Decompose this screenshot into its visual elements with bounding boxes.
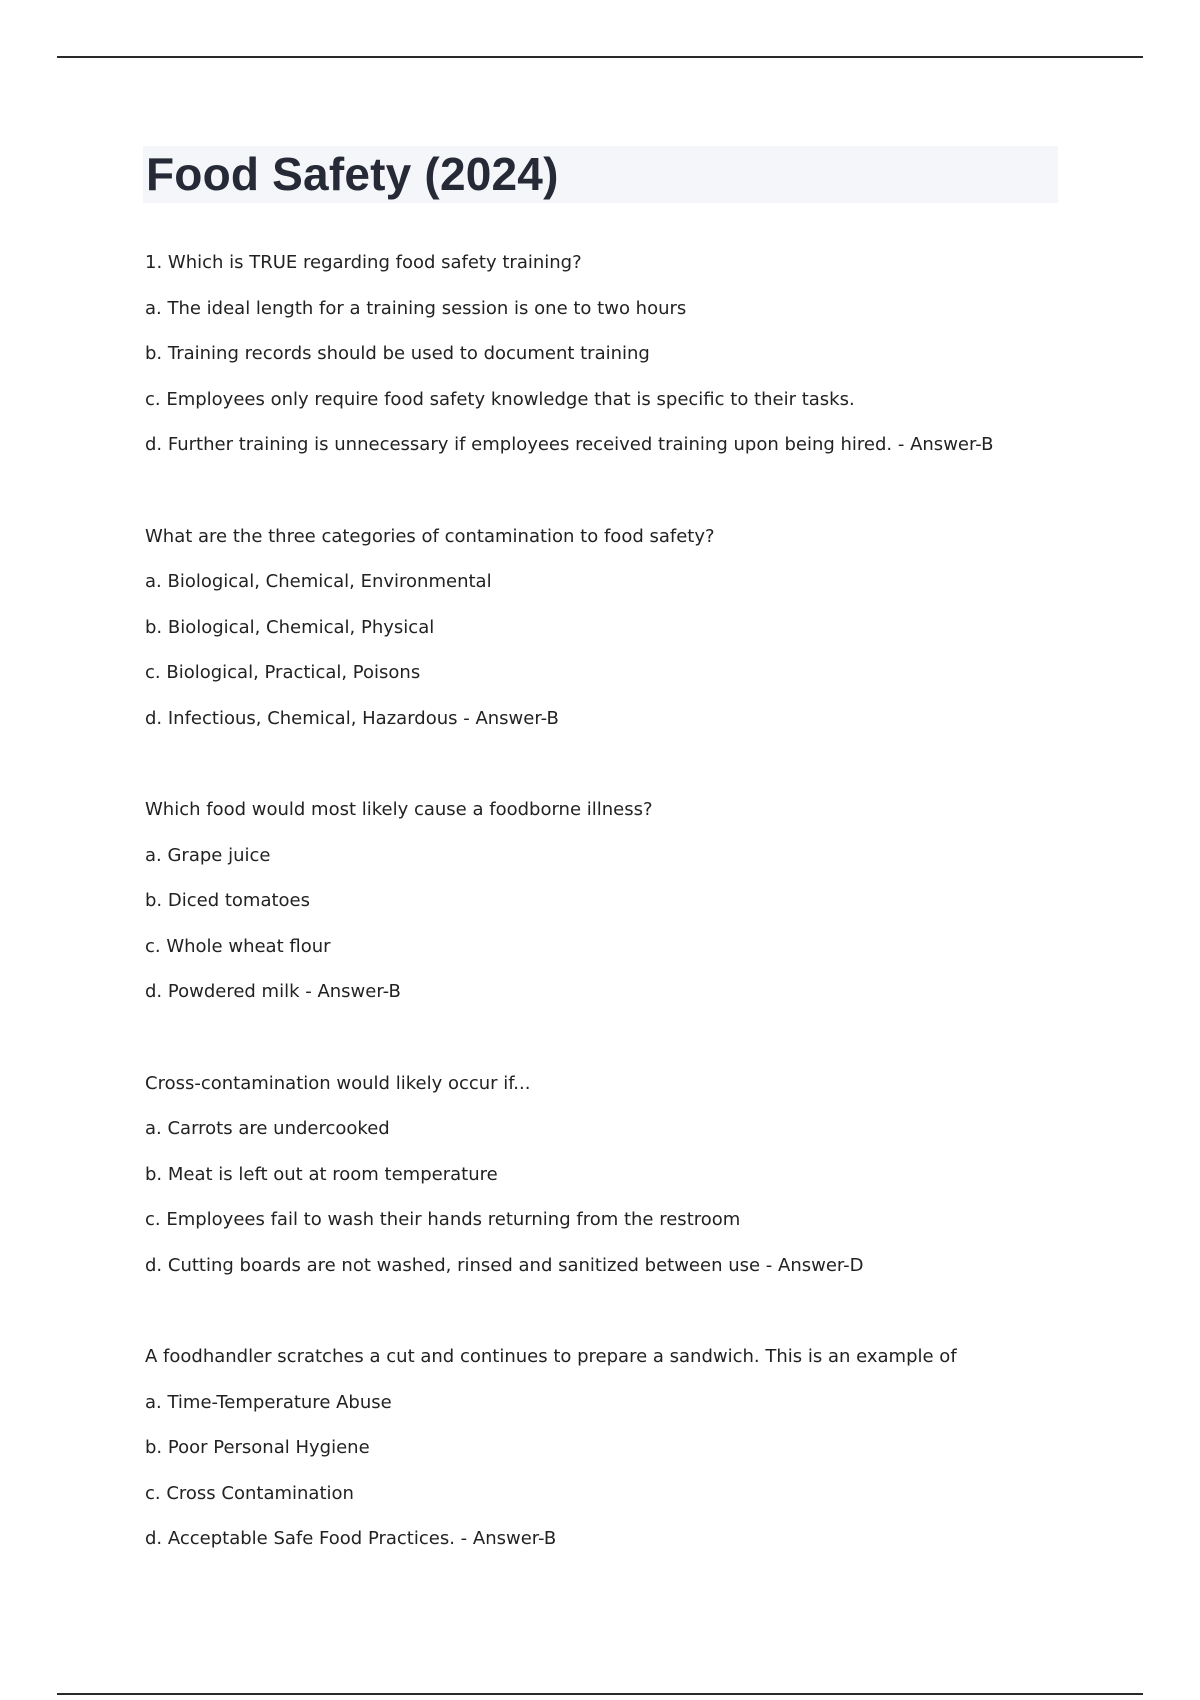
question-prompt: 1. Which is TRUE regarding food safety training? <box>145 252 582 273</box>
answer-option: b. Poor Personal Hygiene <box>145 1437 370 1458</box>
answer-option: d. Infectious, Chemical, Hazardous - Answer-B <box>145 707 559 729</box>
answer-option: b. Training records should be used to document training <box>145 343 650 364</box>
answer-option: d. Acceptable Safe Food Practices. - Answer-B <box>145 1528 557 1549</box>
question-prompt: What are the three categories of contamination to food safety? <box>145 525 715 547</box>
answer-option: a. The ideal length for a training session is one to two hours <box>145 297 687 319</box>
answer-option: c. Biological, Practical, Poisons <box>145 662 421 683</box>
answer-option: b. Diced tomatoes <box>145 890 311 911</box>
question-prompt: Which food would most likely cause a foodborne illness? <box>145 799 653 820</box>
answer-option: d. Powdered milk - Answer-B <box>145 981 401 1002</box>
answer-option: b. Biological, Chemical, Physical <box>145 616 435 638</box>
question-prompt: Cross-contamination would likely occur if... <box>145 1072 531 1094</box>
question-3 <box>145 787 1105 1015</box>
top-divider <box>57 56 1143 58</box>
answer-option: d. Further training is unnecessary if employees received training upon being hired. - Answer-B <box>145 434 994 455</box>
answer-option: c. Whole wheat flour <box>145 935 331 957</box>
answer-option: a. Biological, Chemical, Environmental <box>145 571 492 592</box>
document-title: Food Safety (2024) <box>146 148 559 200</box>
question-1 <box>145 240 1105 468</box>
answer-option: d. Cutting boards are not washed, rinsed and sanitized between use - Answer-D <box>145 1254 864 1276</box>
answer-option: a. Grape juice <box>145 844 271 866</box>
question-prompt: A foodhandler scratches a cut and continues to prepare a sandwich. This is an example of <box>145 1346 957 1367</box>
answer-option: b. Meat is left out at room temperature <box>145 1163 498 1185</box>
answer-option: c. Employees only require food safety knowledge that is specific to their tasks. <box>145 388 855 410</box>
question-list <box>145 240 1105 1608</box>
answer-option: c. Employees fail to wash their hands returning from the restroom <box>145 1209 741 1230</box>
answer-option: c. Cross Contamination <box>145 1482 354 1504</box>
answer-option: a. Time-Temperature Abuse <box>145 1391 392 1413</box>
question-5 <box>145 1334 1105 1562</box>
bottom-divider <box>57 1693 1143 1695</box>
answer-option: a. Carrots are undercooked <box>145 1118 390 1139</box>
question-2 <box>145 514 1105 742</box>
question-4 <box>145 1061 1105 1289</box>
